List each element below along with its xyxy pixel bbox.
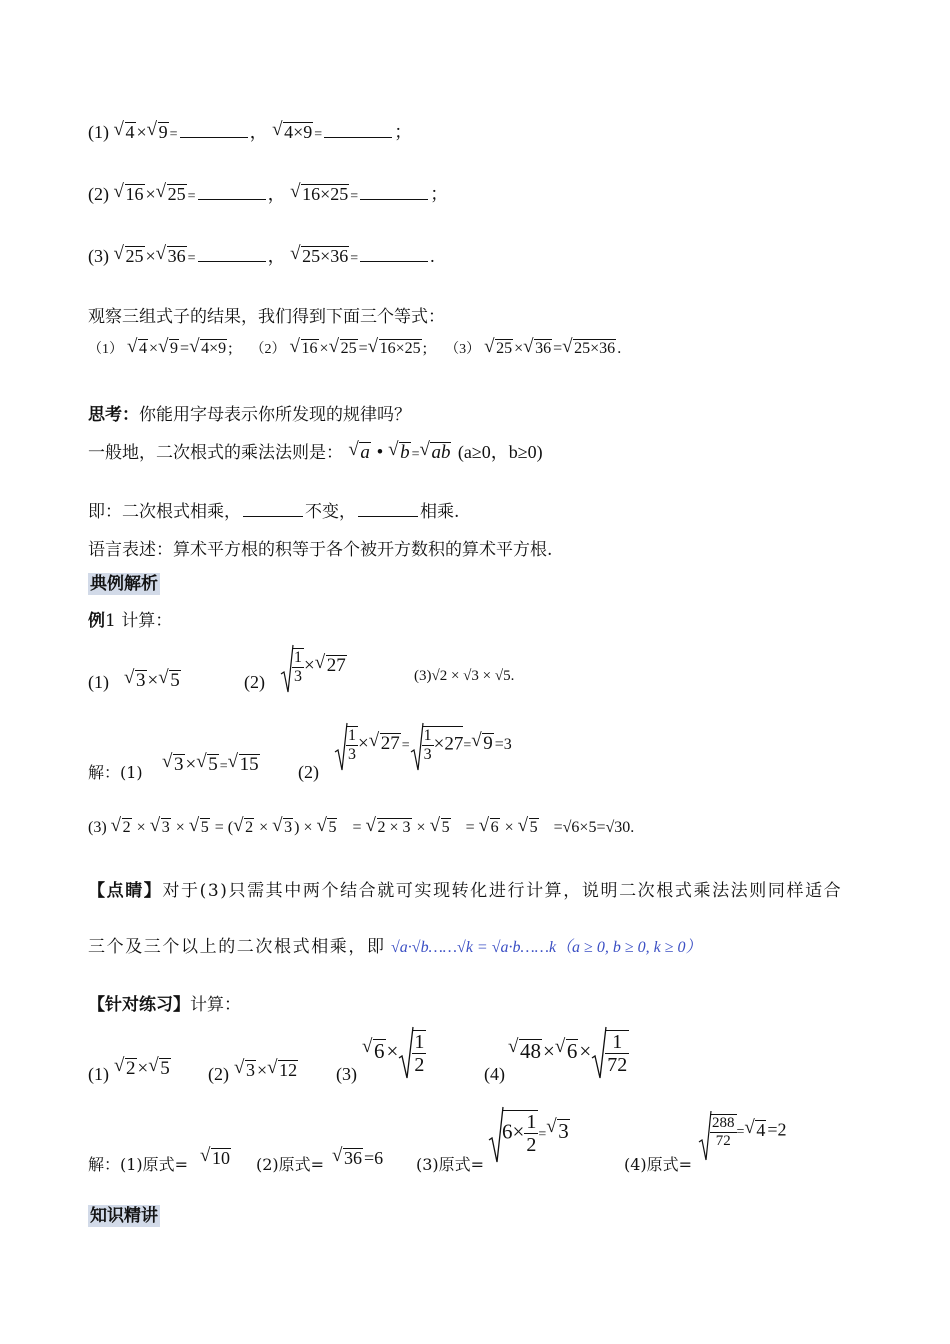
eq2-label: （2） [250,342,286,357]
pr-sol4-result: =2 [767,1119,787,1140]
ex-p2-label: (2) [244,672,265,692]
ex-sol-label: 解：(1) [88,763,143,782]
tip-text2: 三个及三个以上的二次根式相乘，即 [88,937,386,957]
that-is-a: 即：二次根式相乘， [88,502,241,522]
section-examples [88,569,160,594]
section-knowledge [88,1201,160,1226]
language-line: 语言表述：算术平方根的积等于各个被开方数积的算术平方根. [88,540,553,560]
rule-text: 一般地，二次根式的乘法法则是： [88,443,343,463]
question-2: (2) √ 16 ×√ 25 = ， √ 16×25 = ； [88,180,448,206]
rule-condition: (a≥0，b≥0) [457,442,543,462]
question-1: (1) √ 4 ×√ 9 = ， √ 4×9 = ； [88,118,412,144]
tip-line-1 [88,876,842,901]
question-3: (3) √ 25 ×√ 36 = ， √ 25×36 = . [88,242,435,268]
pr-sol3-label: (3)原式= [416,1155,485,1174]
eq3-label: （3） [445,342,481,357]
section-knowledge-title: 知识精讲 [90,1206,158,1226]
example-title-rest: 1 计算： [105,611,173,631]
example1-title [88,606,172,631]
pr-p3-label: (3) [336,1064,357,1084]
ex-sol-p2-label: (2) [298,762,319,782]
practice-title [88,990,241,1015]
eq1-label: （1） [88,342,123,357]
think-line [88,400,411,425]
q3-label: (3) [88,246,109,266]
that-is-c: 相乘. [420,502,460,522]
rule-line: 一般地，二次根式的乘法法则是： √ a • √ b =√ ab (a≥0，b≥0) [88,438,543,464]
equalities-row: （1） √ 4 ×√ 9 =√ 4×9 ; （2） √ 16 ×√ 25 =√ 16×25 ; （3） √ 25 ×√ 36 =√ 25×36 . [88,338,621,358]
observe-text: 观察三组式子的结果，我们得到下面三个等式： [88,307,445,327]
that-is-b: 不变， [305,502,356,522]
think-label: 思考： [88,405,139,425]
pr-p4-label: (4) [484,1064,505,1084]
tip-line-2 [88,932,702,957]
ex-p3: (3)√2 × √3 × √5. [414,668,515,684]
q1-label: (1) [88,122,109,142]
q2-label: (2) [88,184,109,204]
example1-solution-3: (3) √ 2 × √ 3 × √ 5 = (√ 2 × √ 3 ) × √ 5 = √ 2 × 3 × √ 5 = √ 6 × √ 5 =√6×5=√30. [88,818,634,837]
practice-label: 【针对练习】 [88,995,190,1015]
tip-label: 【点睛】 [88,881,163,901]
tip-formula: √a·√b……√k = √a·b……k（a ≥ 0, b ≥ 0, k ≥ 0） [391,939,702,956]
pr-p2-label: (2) [208,1064,229,1084]
ex-sol-p3-label: (3) [88,819,107,836]
ex-result-30: =√6×5=√30. [553,819,635,836]
tip-text1: 对于(3)只需其中两个结合就可实现转化进行计算，说明二次根式乘法法则同样适合 [162,881,843,901]
pr-sol4-label: (4)原式= [624,1155,693,1174]
think-text: 你能用字母表示你所发现的规律吗？ [139,405,411,425]
that-is-line [88,497,459,522]
pr-p1-label: (1) [88,1064,109,1084]
ex-p1-label: (1) [88,672,109,692]
section-examples-title: 典例解析 [90,574,158,594]
practice-title-rest: 计算： [190,995,241,1015]
example-label: 例 [88,611,105,631]
pr-sol2-result: =6 [364,1148,384,1168]
ex-result-3: =3 [494,735,512,753]
pr-sol-label: 解：(1)原式= [88,1155,189,1174]
pr-sol2-label: (2)原式= [256,1155,325,1174]
